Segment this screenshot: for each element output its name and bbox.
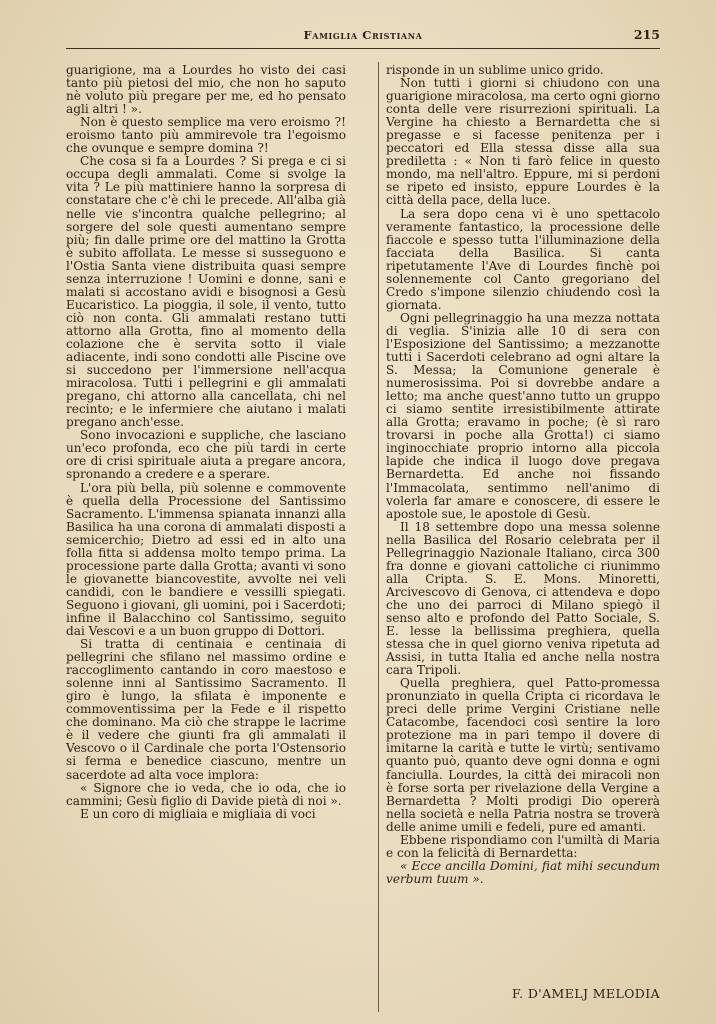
paragraph: Che cosa si fa a Lourdes ? Si prega e ci si occupa degli ammalati. Come si svolge la vita ? Le più mattiniere hanno la sorpresa di constatare che c'è chi le precede. All'alba già nelle vie s'incontra qualche pellegrino; al sorgere del sole questi aumentano sempre più; fin dalle prime ore del mattino la Grotta è subito affollata. Le messe si susseguono e l'Ostia Santa viene distribuita quasi sempre senza interruzione ! Uomini e donne, sani e malati si accostano avidi e bisognosi a Gesù Eucaristico. La pioggia, il sole, il vento, tutto ciò non conta. Gli ammalati restano tutti attorno alla Grotta, fino al momento della colazione che è servita sotto il viale adiacente, indi sono condotti alle Piscine ove si succedono per l'immersione nell'acqua miracolosa. Tutti i pellegrini e gli ammalati pregano, chi attorno alla cancellata, chi nel recinto; e le infermiere che aiutano i malati pregano anch'esse.: [66, 154, 346, 430]
paragraph: risponde in un sublime unico grido.: [386, 63, 604, 77]
right-column: [386, 64, 660, 886]
paragraph: Quella preghiera, quel Patto-promessa pronunziato in quella Cripta ci ricordava le preci delle prime Vergini Cristiane nelle Catacombe, facendoci così sentire la loro protezione ma in pari tempo il dovere di imitarne la carità e tutte le virtù; sentivamo quanto può, quanto deve ogni donna e ogni fanciulla. Lourdes, la città dei miracoli non è forse sorta per rivelazione della Vergine a Bernardetta ? Molti prodigi Dio opererà nella società e nella Patria nostra se troverà delle anime umili e fedeli, pure ed amanti.: [386, 676, 660, 834]
paragraph: E un coro di migliaia e migliaia di voci: [80, 806, 316, 821]
paragraph: Il 18 settembre dopo una messa solenne nella Basilica del Rosario celebrata per il Pellegrinaggio Nazionale Italiano, circa 300 fra donne e giovani cattoliche ci riunimmo alla Cripta. S. E. Mons. Minoretti, Arcivescovo di Genova, ci attendeva e dopo che uno dei parroci di Milano spiegò il senso alto e profondo del Patto Sociale, S. E. lesse la bellissima preghiera, quella stessa che in quel giorno veniva ripetuta ad Assisi, in tutta Italia ed anche nella nostra cara Tripoli.: [386, 519, 660, 678]
paragraph: guarigione, ma a Lourdes ho visto dei casi tanto più pietosi del mio, che non ho saputo nè voluto più pregare per me, ed ho pensato agli altri ! ».: [66, 63, 346, 117]
header-rule: [66, 48, 660, 49]
paragraph: « Ecce ancilla Domini, fiat mihi secundum verbum tuum ».: [386, 858, 660, 886]
column-divider: [378, 62, 379, 1012]
paragraph: La sera dopo cena vi è uno spettacolo veramente fantastico, la processione delle fiaccole e spesso tutta l'illuminazione della facciata della Basilica. Si canta ripetutamente l'Ave di Lourdes finchè poi solennemente col Canto gregoriano del Credo s'impone silenzio chiudendo così la giornata.: [386, 206, 660, 312]
paragraph: Ebbene rispondiamo con l'umiltà di Maria e con la felicità di Bernardetta:: [386, 832, 660, 860]
paragraph: Si tratta di centinaia e centinaia di pellegrini che sfilano nel massimo ordine e raccoglimento cantando in coro maestoso e solenne inni al Santissimo Sacramento. Il giro è lungo, la sfilata è imponente e commoventissima per la Fede e il rispetto che dominano. Ma ciò che strappe le lacrime è il vedere che giunti fra gli ammalati il Vescovo o il Cardinale che porta l'Ostensorio si ferma e benedice ciascuno, mentre un sacerdote ad alta voce implora:: [66, 637, 346, 782]
page-header: [66, 26, 660, 46]
paragraph: « Signore che io veda, che io oda, che io cammini; Gesù figlio di Davide pietà di noi ».: [66, 780, 346, 808]
paragraph: L'ora più bella, più solenne e commovente è quella della Processione del Santissimo Sacramento. L'immensa spianata innanzi alla Basilica ha una corona di ammalati disposti a semicerchio; Dietro ad essi ed in alto una folla fitta si addensa molto tempo prima. La processione parte dalla Grotta; avanti vi sono le giovanette biancovestite, avvolte nei veli candidi, con le bandiere e vessilli spiegati. Seguono i giovani, gli uomini, poi i Sacerdoti; infine il Balacchino col Santissimo, seguito dai Vescovi e a un buon gruppo di Dottori.: [66, 480, 346, 639]
paragraph: Non tutti i giorni si chiudono con una guarigione miracolosa, ma certo ogni giorno conta delle vere risurrezioni spirituali. La Vergine ha chiesto a Bernardetta che si pregasse e si facesse penitenza per i peccatori ed Ella stessa disse alla sua prediletta : « Non ti farò felice in questo mondo, ma nell'altro. Eppure, mi si perdoni se ripeto ed insisto, eppure Lourdes è la città della pace, della luce.: [386, 76, 660, 208]
left-column: [66, 64, 346, 821]
page-number: 215: [633, 27, 660, 42]
paragraph: Sono invocazioni e suppliche, che lasciano un'eco profonda, eco che più tardi in certe ore di crisi spirituale aiuta a pregare ancora, spronando a credere e a sperare.: [66, 428, 346, 482]
author-signature: F. D'AMELJ MELODIA: [511, 986, 660, 1001]
paragraph: Ogni pellegrinaggio ha una mezza nottata di veglia. S'inizia alle 10 di sera con l'Esposizione del Santissimo; a mezzanotte tutti i Sacerdoti celebrano ad ogni altare la S. Messa; la Comunione generale è numerosissima. Poi si dovrebbe andare a letto; ma anche quest'anno tutto un gruppo ci siamo sentite irresistibilmente attirate alla Grotta; eravamo in poche; (è sì raro trovarsi in poche alla Grotta!) ci siamo inginocchiate proprio intorno alla piccola lapide che indica il luogo dove pregava Bernardetta. Ed anche noi fissando l'Immacolata, sentimmo nell'animo di volerla far amare e conoscere, di essere le apostole sue, le apostole di Gesù.: [386, 310, 660, 521]
paragraph: Non è questo semplice ma vero eroismo ?! eroismo tanto più ammirevole tra l'egoismo che ovunque e sempre domina ?!: [66, 115, 346, 156]
running-title: Famiglia Cristiana: [303, 28, 423, 42]
